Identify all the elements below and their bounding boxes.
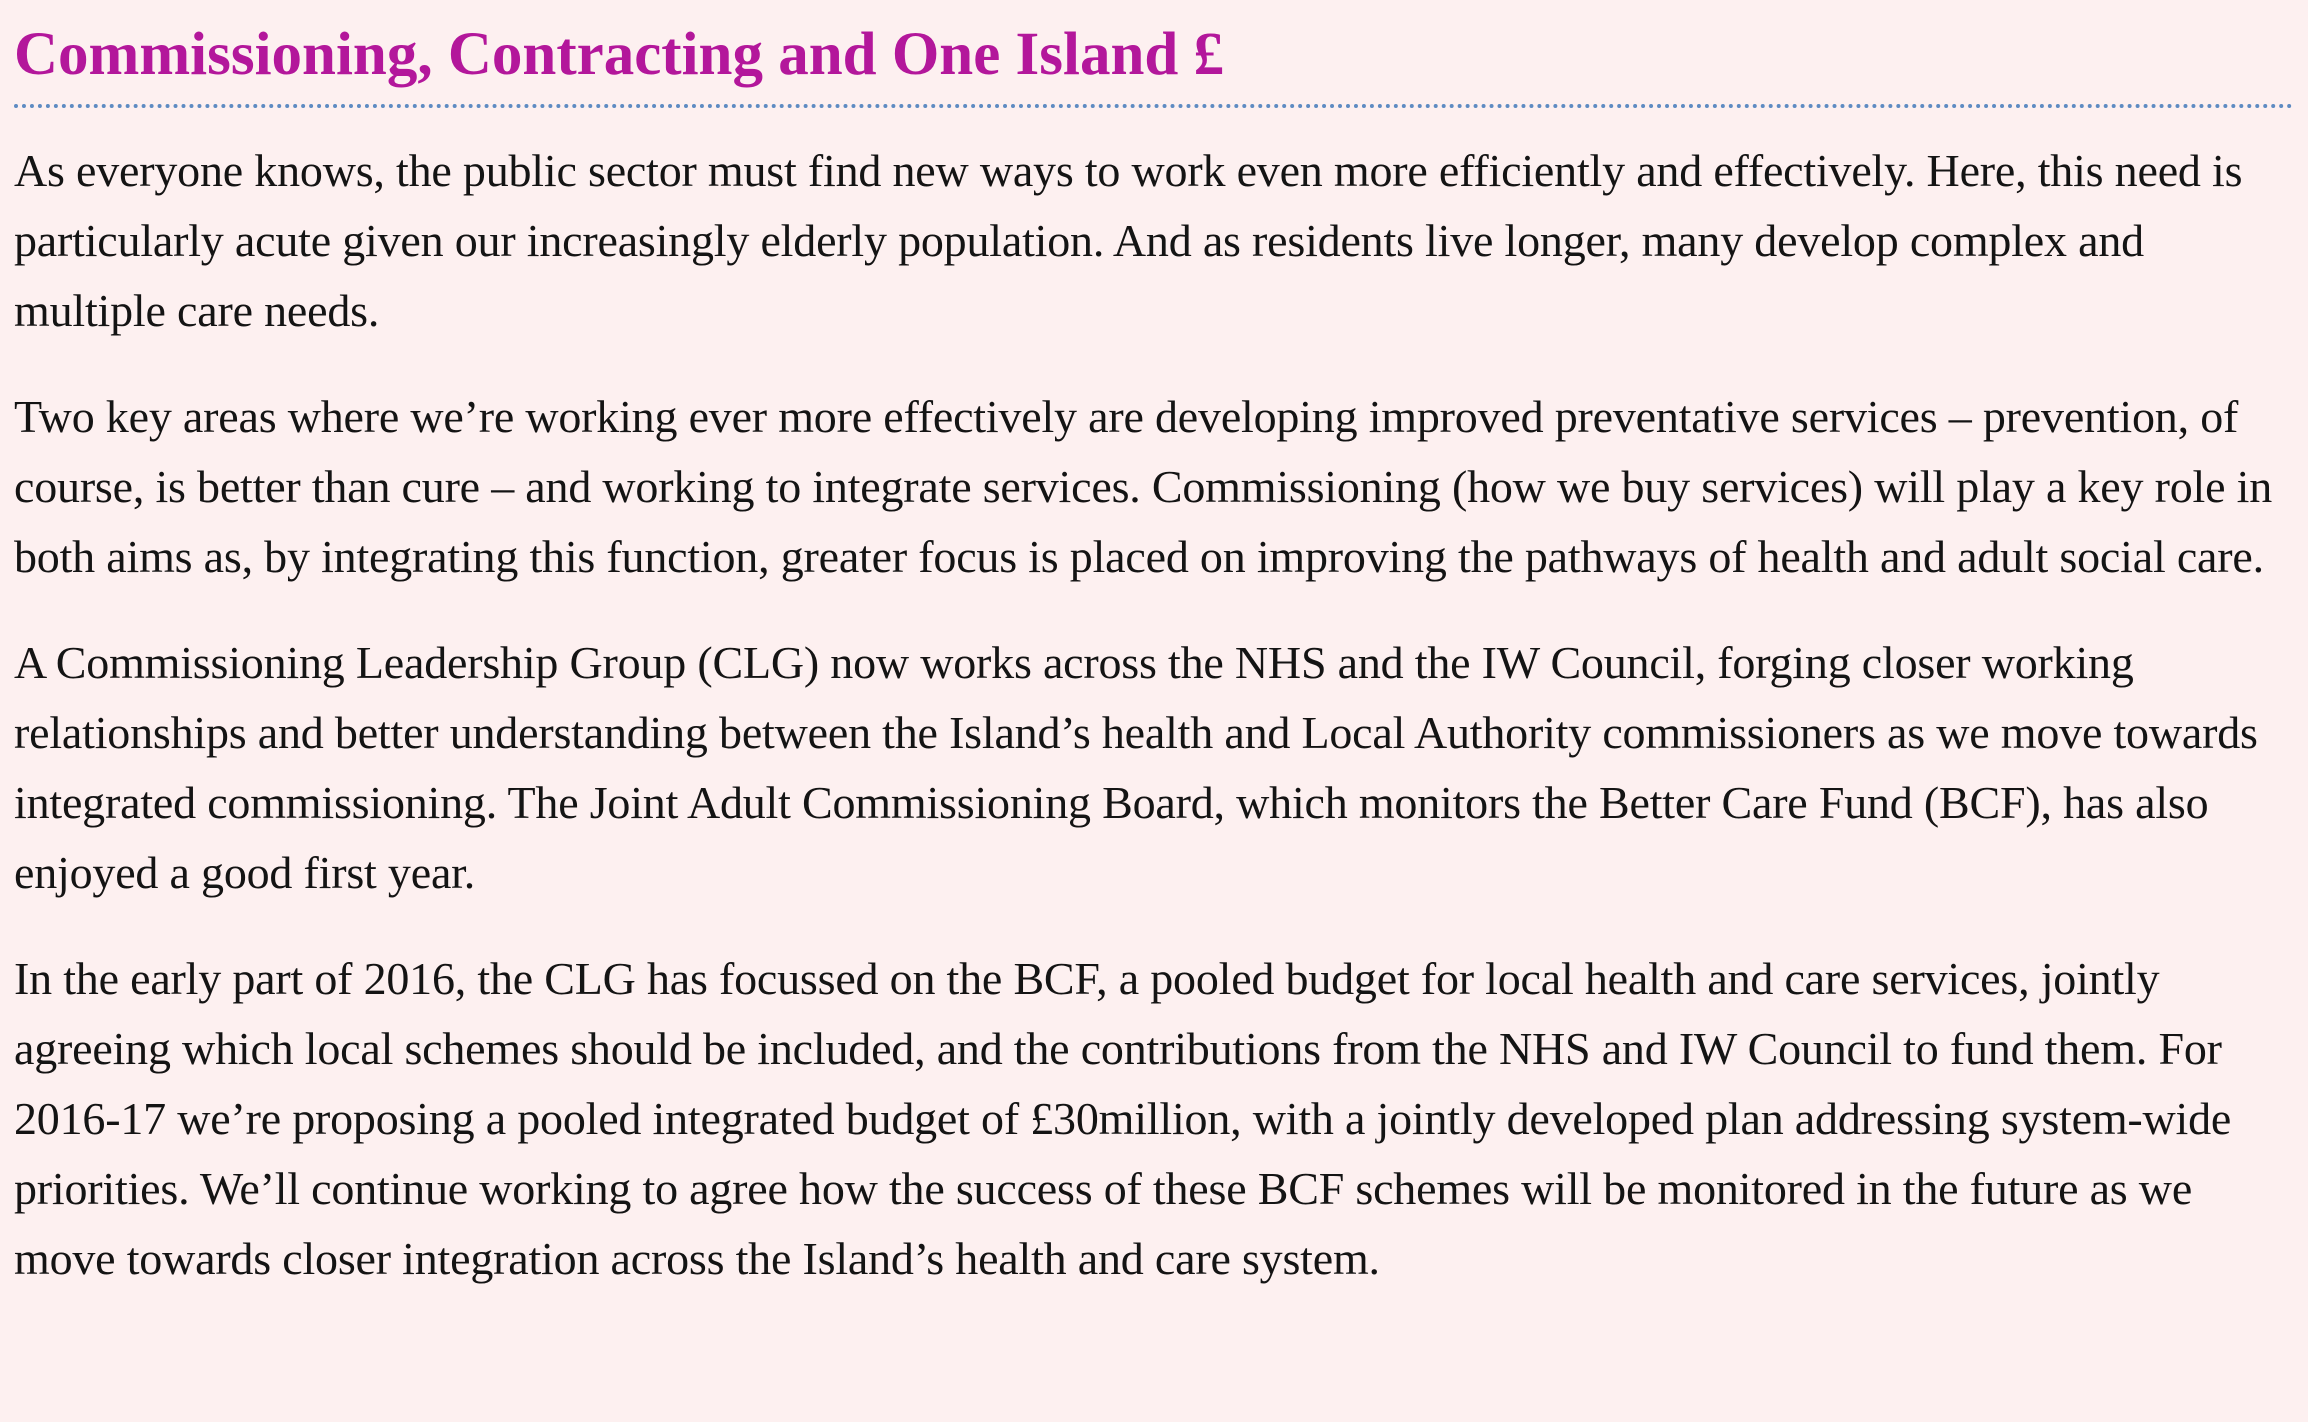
paragraph-3: A Commissioning Leadership Group (CLG) now works across the NHS and the IW Council, forging closer working relationships and better understanding between the Island’s health and Local Authority commissioners as we move towards integrated commissioning. The Joint Adult Commissioning Board, which monitors the Better Care Fund (BCF), has also enjoyed a good first year. bbox=[14, 637, 2258, 898]
paragraph-1: As everyone knows, the public sector must find new ways to work even more efficiently and effectively. Here, this need is particularly acute given our increasingly elderly population. And as residents live longer, many develop complex and multiple care needs. bbox=[14, 145, 2243, 336]
section-title: Commissioning, Contracting and One Island £ bbox=[14, 21, 1225, 88]
body-text bbox=[14, 136, 2294, 1294]
paragraph-2: Two key areas where we’re working ever more effectively are developing improved preventative services – prevention, of course, is better than cure – and working to integrate services. Commissioning (how we buy services) will play a key role in both aims as, by integrating this function, greater focus is placed on improving the pathways of health and adult social care. bbox=[14, 391, 2272, 582]
dotted-divider bbox=[14, 104, 2294, 108]
paragraph-4: In the early part of 2016, the CLG has focussed on the BCF, a pooled budget for local health and care services, jointly agreeing which local schemes should be included, and the contributions from the NHS and IW Council to fund them. For 2016-17 we’re proposing a pooled integrated budget of £30million, with a jointly developed plan addressing system-wide priorities. We’ll continue working to agree how the success of these BCF schemes will be monitored in the future as we move towards closer integration across the Island’s health and care system. bbox=[14, 953, 2232, 1284]
